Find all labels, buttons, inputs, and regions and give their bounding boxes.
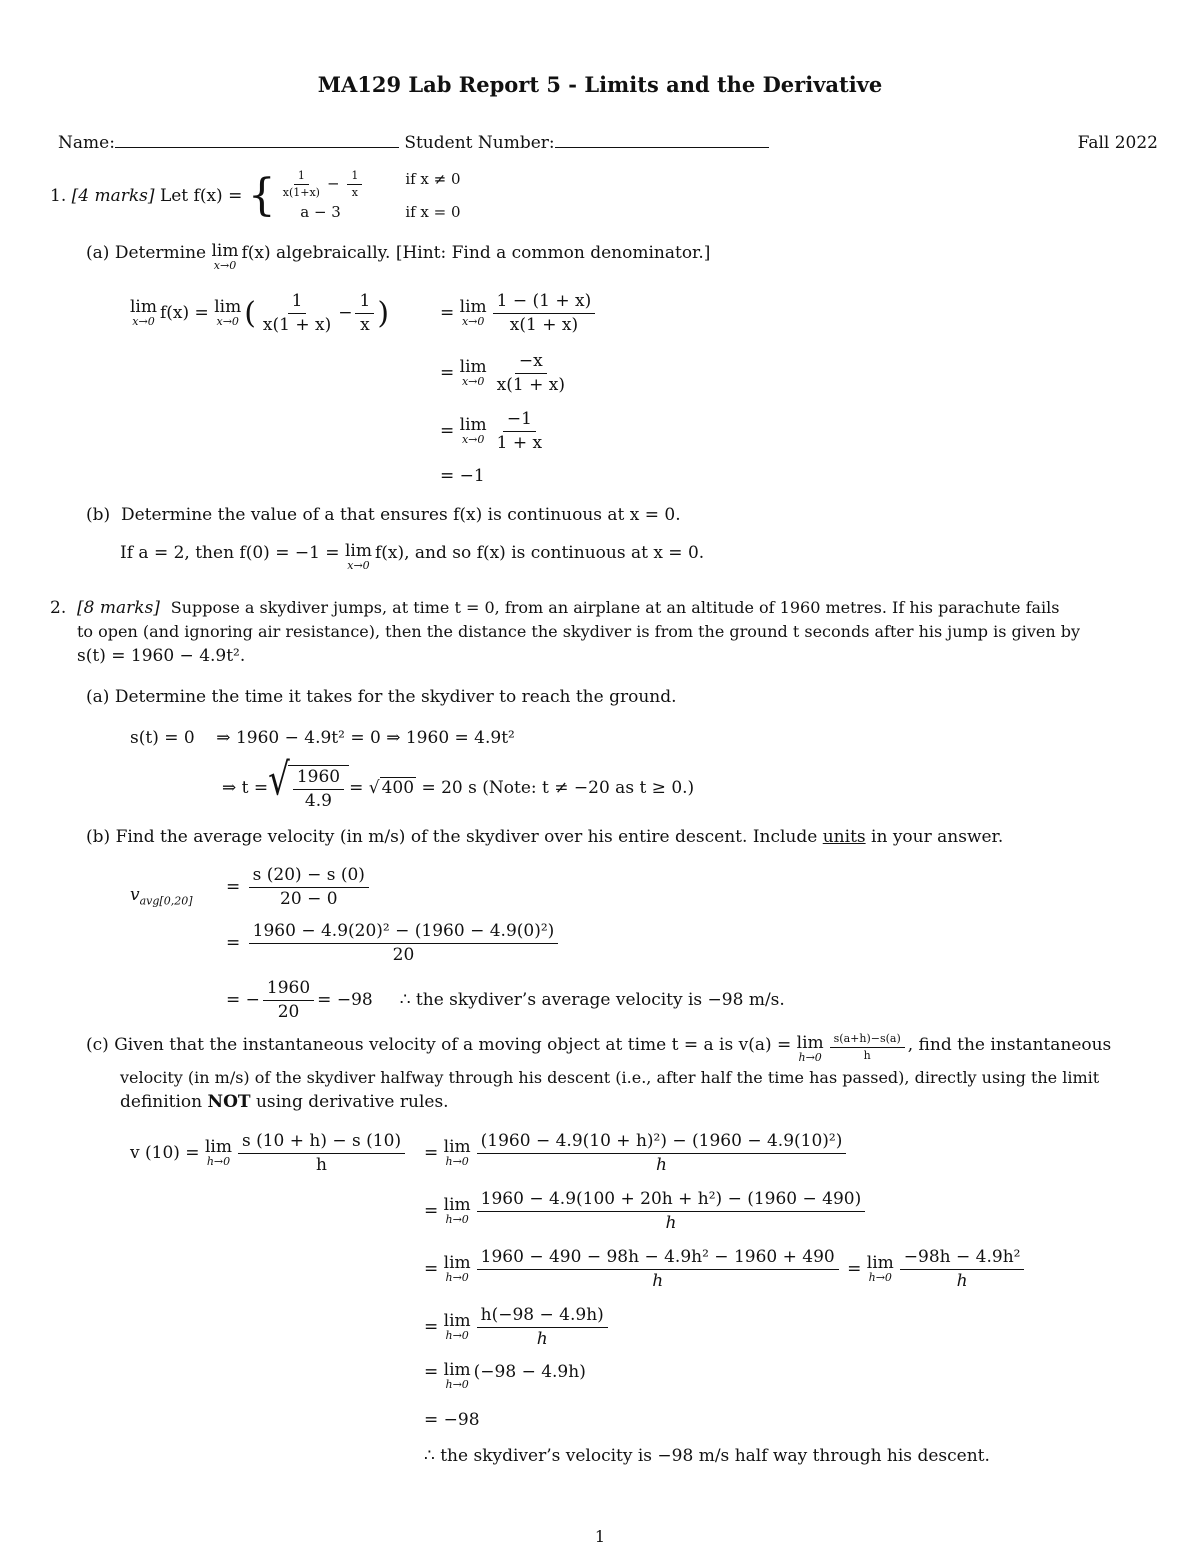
q2a-equation-2: ⇒ t = √ $\frac{1960}{4.9}$ = √ 400 = 20 s (Note: t ≠ −20 as t ≥ 0.): [222, 754, 695, 811]
student-number-blank: [555, 145, 769, 148]
q2-line-3: s(t) = 1960 − 4.9t².: [77, 646, 246, 666]
q1a-step-2: = lim x→0 $\frac{1 - (1 + x)}{x(1 + x)}$: [440, 292, 598, 334]
q1a-text-post: f(x) algebraically. [Hint: Find a common denominator.]: [241, 243, 711, 263]
q1a-step-4: = lim x→0 $\frac{-1}{1 + x}$: [440, 409, 543, 453]
term-label: Fall 2022: [1077, 133, 1158, 153]
q2c-step-2: = lim h→0 $\frac{\text{1960 − 4.9(100 + 20h + h²) − (1960 − 490)}}{h}$: [424, 1190, 868, 1232]
case2-condition: if x = 0: [405, 203, 461, 222]
q1a-text-pre: Determine: [114, 243, 207, 263]
name-line: [58, 133, 769, 153]
q2c-step-4: = lim h→0 $\frac{h(-98 - 4.9h)}{h}$: [424, 1306, 611, 1348]
sqrt-symbol: √ $\frac{1960}{4.9}$: [268, 765, 349, 810]
q2c-step-5: = lim h→0 (−98 − 4.9h): [424, 1360, 586, 1391]
q1b-label: (b): [86, 505, 111, 525]
student-number-label: Student Number:: [404, 133, 555, 153]
fraction: $\frac{1}{x(1+x)}$: [282, 169, 320, 200]
q2c-step-1: = lim h→0 $\frac{\text{(1960 − 4.9(10 + h)²) − (1960 − 4.9(10)²)}}{h}$: [424, 1132, 849, 1174]
q2c-conclusion: ∴ the skydiver’s velocity is −98 m/s half way through his descent.: [424, 1446, 990, 1466]
q1a-label: (a): [86, 243, 110, 263]
q1-number: 1.: [50, 185, 67, 206]
q1b-prompt: [86, 505, 681, 525]
name-blank: [115, 145, 399, 148]
q1b-answer: If a = 2, then f(0) = −1 = lim x→0 f(x), and so f(x) is continuous at x = 0.: [120, 541, 705, 572]
q1a-prompt: [86, 243, 710, 271]
q2c-prompt-line-1: (c) Given that the instantaneous velocity of a moving object at time t = a is v(a) = lim h→0 $\frac{s(a+h)-s(a)}{h}$ , find the instantaneous: [86, 1032, 1112, 1064]
q1a-step-3: = lim x→0 $\frac{-x}{x(1 + x)}$: [440, 351, 565, 395]
q2c-prompt-line-3: definition NOT using derivative rules.: [120, 1092, 449, 1112]
q2c-lhs: v (10) = lim h→0 $\frac{s (10 + h) - s (10)}{h}$: [130, 1132, 408, 1174]
units-underlined: units: [822, 827, 866, 847]
case1-condition: if x ≠ 0: [405, 170, 461, 188]
q2a-prompt: (a) Determine the time it takes for the skydiver to reach the ground.: [86, 687, 677, 707]
case2-expr: a − 3: [300, 203, 341, 222]
q2-line-1: 2. [8 marks] Suppose a skydiver jumps, at time t = 0, from an airplane at an altitude of 1960 metres. If his parachute fails: [50, 598, 1060, 618]
q1a-result: = −1: [440, 466, 485, 486]
q2b-step-3: = − $\frac{1960}{20}$ = −98 ∴ the skydiver’s average velocity is −98 m/s.: [226, 978, 785, 1022]
q1-marks: [4 marks]: [71, 185, 155, 206]
q2-number: 2.: [50, 598, 67, 618]
page-title: MA129 Lab Report 5 - Limits and the Derivative: [317, 72, 883, 97]
limit-operator: lim x→0: [211, 241, 239, 272]
q1b-text: Determine the value of a that ensures f(x) is continuous at x = 0.: [120, 505, 681, 525]
q1-intro: Let f(x) =: [159, 185, 243, 206]
q2c-step-3: = lim h→0 $\frac{\text{1960 − 490 − 98h − 4.9h² − 1960 + 490}}{h}$ = lim h→0 $\frac{\text{−98h − 4.9h²}}{h}$: [424, 1248, 1027, 1290]
q2b-step-1: = $\frac{s (20) - s (0)}{20 - 0}$: [226, 866, 372, 908]
q2b-prompt: (b) Find the average velocity (in m/s) of the skydiver over his entire descent. Include units in your answer.: [86, 827, 1004, 847]
q2-line-2: to open (and ignoring air resistance), then the distance the skydiver is from the ground t seconds after his jump is given by: [77, 622, 1081, 641]
q1-statement: [50, 170, 461, 221]
q2c-result: = −98: [424, 1410, 480, 1430]
q2a-equation-1: s(t) = 0 ⇒ 1960 − 4.9t² = 0 ⇒ 1960 = 4.9t²: [130, 728, 515, 748]
piecewise-cases: [276, 170, 461, 221]
q2-marks: [8 marks]: [77, 598, 160, 618]
vavg-symbol: $v_{avg[0,20]}$: [130, 885, 193, 908]
name-label: Name:: [58, 133, 115, 153]
case1-expr: $\frac{1}{x(1+x)}$ − $\frac{1}{x}$: [276, 170, 366, 199]
q2c-prompt-line-2: velocity (in m/s) of the skydiver halfway through his descent (i.e., after half the time has passed), directly using the limit: [120, 1068, 1100, 1087]
fraction: $\frac{1}{x}$: [347, 170, 362, 199]
page-number: 1: [594, 1527, 606, 1546]
q1a-step-1: lim x→0 f(x) = lim x→0 ( $\frac{1}{x(1 + x)}$ − $\frac{1}{x}$ ): [130, 291, 390, 335]
brace-symbol: {: [247, 170, 276, 222]
q2b-step-2: = $\frac{\text{1960 − 4.9(20)² − (1960 − 4.9(0)²)}}{20}$: [226, 922, 561, 964]
